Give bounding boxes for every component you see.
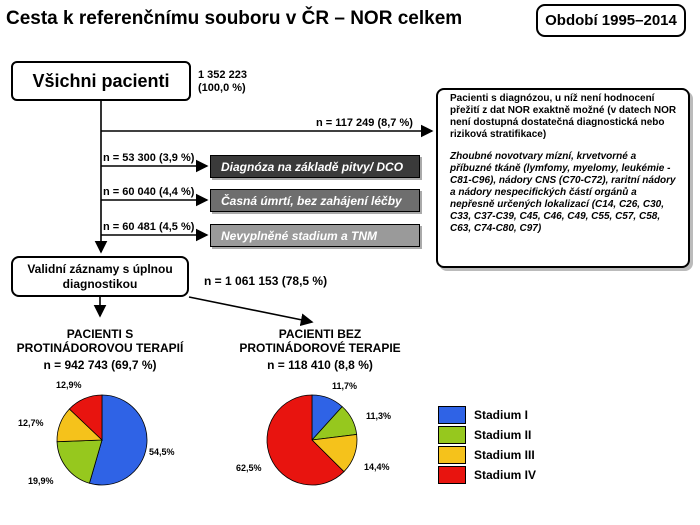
all-patients-percent: (100,0 %)	[198, 82, 246, 94]
pie1-label-stage4: 62,5%	[236, 463, 262, 473]
group-with-therapy-title-1: PACIENTI S	[66, 327, 134, 341]
exclusion-label-early-death: n = 60 040 (4,4 %)	[103, 186, 195, 198]
legend-label-stage4: Stadium IV	[474, 468, 537, 482]
all-patients-box: Všichni pacienti	[11, 61, 191, 101]
valid-records-count: n = 1 061 153 (78,5 %)	[204, 274, 328, 288]
legend-label-stage3: Stadium III	[474, 448, 535, 462]
exclusion-box-missing-stage: Nevyplněné stadium a TNM	[210, 224, 420, 247]
pie-without-therapy	[267, 395, 357, 485]
info-box	[436, 88, 690, 268]
period-badge: Období 1995–2014	[536, 4, 686, 37]
pie1-label-stage1: 11,7%	[332, 381, 358, 391]
pie0-label-stage4: 12,9%	[56, 380, 82, 390]
legend-label-stage2: Stadium II	[474, 428, 532, 442]
group-with-therapy-title-2: PROTINÁDOROVOU TERAPIÍ	[16, 341, 184, 355]
all-patients-count	[198, 69, 247, 95]
exclusion-label-autopsy: n = 53 300 (3,9 %)	[103, 152, 195, 164]
pie-charts	[0, 380, 420, 525]
legend-swatch-stage3	[438, 446, 466, 464]
exclusion-box-early-death: Časná úmrtí, bez zahájení léčby	[210, 189, 420, 212]
legend-label-stage1: Stadium I	[474, 408, 529, 422]
group-without-therapy-title-2: PROTINÁDOROVÉ TERAPIE	[239, 341, 401, 355]
pie1-label-stage3: 14,4%	[364, 462, 390, 472]
exclusion-box-autopsy: Diagnóza na základě pitvy/ DCO	[210, 155, 420, 178]
info-paragraph-1: Pacienti s diagnózou, u níž není hodnocení přežití z dat NOR exaktně možné (v datech NOR není dostupná dostatečná diagnostická nebo riziková stratifikace)	[450, 93, 677, 140]
page-title: Cesta k referenčnímu souboru v ČR – NOR celkem	[6, 8, 463, 29]
group-without-therapy	[220, 327, 420, 372]
group-without-therapy-count: n = 118 410 (8,8 %)	[267, 358, 373, 372]
legend-swatch-stage2	[438, 426, 466, 444]
group-with-therapy	[0, 327, 200, 372]
all-patients-number: 1 352 223	[198, 69, 247, 81]
pie1-label-stage2: 11,3%	[366, 411, 392, 421]
info-branch-label: n = 117 249 (8,7 %)	[316, 117, 413, 129]
legend-swatch-stage4	[438, 466, 466, 484]
group-with-therapy-count: n = 942 743 (69,7 %)	[43, 358, 157, 372]
info-paragraph-2: Zhoubné novotvary mízní, krvetvorné a příbuzné tkáně (lymfomy, myelomy, leukémie - C81-C96), nádory CNS (C70-C72), raritní nádory a nádory nespecifických částí orgánů a nepřesně určených lokalizací (C14, C26, C30, C33, C37-C39, C45, C46, C49, C55, C57, C58, C63, C74-C80, C97)	[450, 151, 676, 234]
pie-with-therapy	[57, 395, 147, 485]
pie0-label-stage3: 12,7%	[18, 418, 44, 428]
legend-swatch-stage1	[438, 406, 466, 424]
exclusion-label-missing-stage: n = 60 481 (4,5 %)	[103, 221, 195, 233]
valid-records-box: Validní záznamy s úplnou diagnostikou	[11, 256, 189, 297]
pie0-label-stage1: 54,5%	[149, 447, 175, 457]
pie0-label-stage2: 19,9%	[28, 476, 54, 486]
group-without-therapy-title-1: PACIENTI BEZ	[278, 327, 362, 341]
